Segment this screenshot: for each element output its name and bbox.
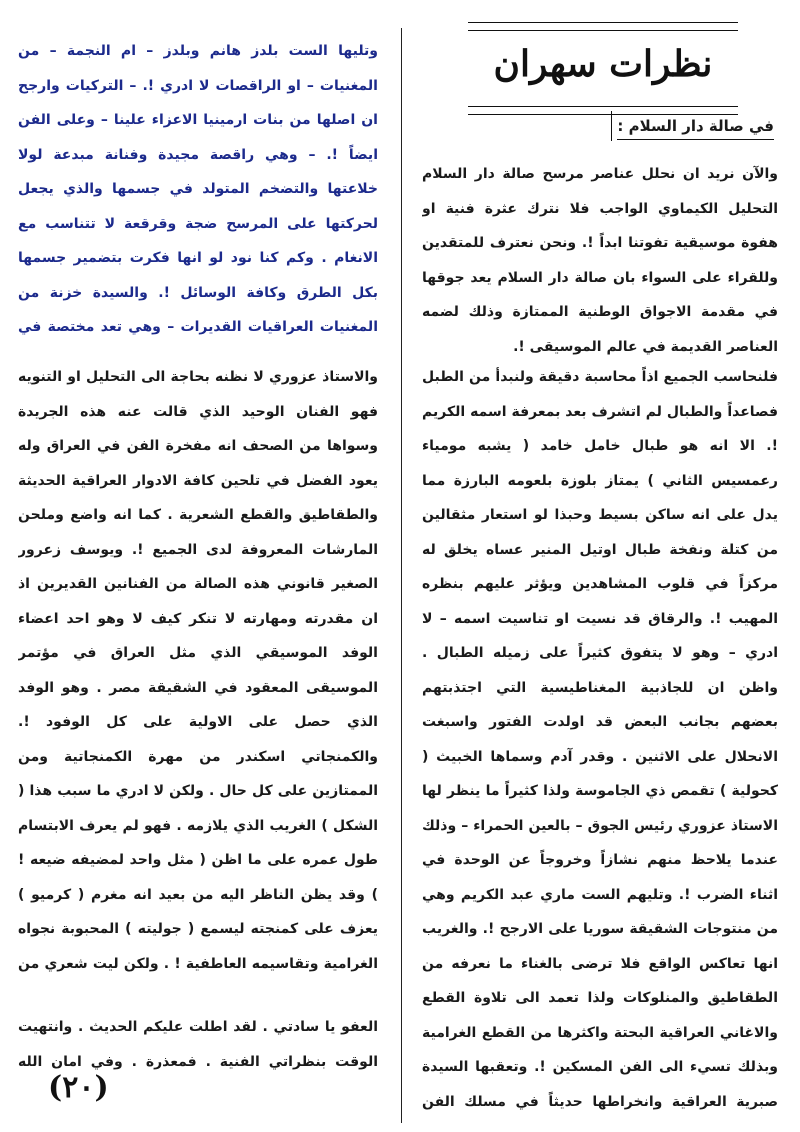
left-column-paragraph-2 bbox=[18, 360, 378, 985]
article-title: نظرات سهران bbox=[493, 43, 713, 85]
title-rule bbox=[468, 30, 738, 31]
paragraph-text: العفو يا سادتي . لقد اطلت عليكم الحديث . وانتهيت الوقت بنظراتي الفنية . فمعذرة . وفي امان الله bbox=[18, 1019, 378, 1070]
page-number: (٢٠) bbox=[48, 1070, 109, 1105]
right-column-paragraph-2 bbox=[422, 360, 778, 1120]
left-column-paragraph-1 bbox=[18, 34, 378, 352]
paragraph-text: وتليها الست بلدز هانم وبلدز – ام النجمة – من المغنيات – او الراقصات لا ادري !. – التركيات وارجح ان اصلها من بنات ارمينيا الاعزاء علينا – وعلى الفن ايضاً !. – وهي راقصة مجيدة وفنانة مبدعة لولا خلاعتها والتضخم المتولد في جسمها والذي يجعل لحركتها على المرسح ضجة وقرقعة لا تتناسب مع الانغام . وكم كنا نود لو انها فكرت بتضمير جسمها بكل الطرق وكافة الوسائل !. والسيدة خزنة من المغنيات العراقيات القديرات – وهي تعد مختصة في bbox=[18, 43, 378, 335]
paragraph-text: والآن نريد ان نحلل عناصر مرسح صالة دار السلام التحليل الكيماوي الواجب فلا نترك عثرة فنية او هفوة موسيقية تفوتنا ابداً !. ونحن نعترف للمتقدين وللقراء على السواء بان صالة دار السلام يعد جوقها في مقدمة الاجواق الوطنية الممتازة وذلك لضمه العناصر القديمة في عالم الموسيقى !. bbox=[422, 166, 778, 355]
title-rule bbox=[468, 22, 738, 23]
paragraph-text: والاستاذ عزوري لا نظنه بحاجة الى التحليل او التنويه فهو الفنان الوحيد الذي قالت عنه هذه الجريدة وسواها من الصحف انه مفخرة الفن في العراق وله يعود الفضل في تلحين كافة الادوار العراقية الحديثة والطقاطيق والقطع الشعرية . كما انه واضع وملحن المارشات المعروفة لدى الجميع !. ويوسف زعرور الصغير قانوني هذه الصالة من الفنانين القديرين اذ ان مقدرته ومهارته لا تنكر كيف لا وهو احد اعضاء الوفد الموسيقي الذي مثل العراق في مؤتمر الموسيقى المعقود في الشقيقة مصر . وهو الوفد الذي حصل على الاولية على كل الوفود !. والكمنجاتي اسكندر من مهرة الكمنجاتية ومن الممتازين على كل حال . ولكن لا ادري ما سبب هذا ( الشكل ) الغريب الذي يلازمه . فهو لم يعرف الابتسام طول عمره على ما اظن ( مثل واحد لمضيفه ضيعه ! ) وقد يظن الناظر اليه من بعيد انه مغرم ( كرميو ) يعزف على كمنجته ليسمع ( جوليته ) المحبوبة نجواه الغرامية وتقاسيمه العاطفية ! . ولكن ليت شعري من bbox=[18, 369, 378, 972]
title-rule bbox=[468, 106, 738, 107]
right-column-paragraph-1 bbox=[422, 157, 778, 357]
column-divider bbox=[401, 28, 402, 1123]
title-frame bbox=[468, 22, 738, 114]
paragraph-text: فلنحاسب الجميع اذاً محاسبة دقيقة ولنبدأ من الطبل فصاعداً والطبال لم اتشرف بعد بمعرفة اسمه الكريم !. الا انه هو طبال خامل خامد ( يشبه مومياء رعمسيس الثاني ) يمتاز بلوزة بلعومه البارزة مما يدل على انه ساكن بسيط وحبذا لو استعار مثقالين من كتلة ونفخة طبال اوتيل المنير عساه يخلق له مركزاً في قلوب المشاهدين ويؤثر عليهم بنظره المهيب !. والرقاق قد نسيت او تناسيت اسمه – لا ادري – وهو لا يتفوق كثيراً على زميله الطبال . واظن ان للجاذبية المغناطيسية التي اجتذبتهم بعضهم بجانب البعض قد اولدت الفتور واسبغت الانحلال على الاثنين . وقدر آدم وسماها الخبيث ( كحولية ) تقمص ذي الجاموسة ولذا كثيراً ما ينظر لها الاستاذ عزوري رئيس الجوق – بالعين الحمراء – وذلك عندما يلاحظ منهم نشازاً وخروجاً عن الوحدة في اثناء الضرب !. وتليهم الست ماري عبد الكريم وهي من منتوجات الشقيقة سوريا على الارجح !. والغريب انها تعاكس الواقع فلا ترضى بالغناء ما نعرفه من الطقاطيق والمنلوكات ولذا تعمد الى تلاوة القطع والاغاني العراقية البحتة واكثرها من القطع الغرامية وبذلك تسيء الى الفن المسكين !. وتعقبها السيدة صبرية العراقية وانخراطها حديثاً في مسلك الفن bbox=[422, 369, 778, 1110]
article-subtitle: في صالة دار السلام : bbox=[617, 115, 774, 140]
